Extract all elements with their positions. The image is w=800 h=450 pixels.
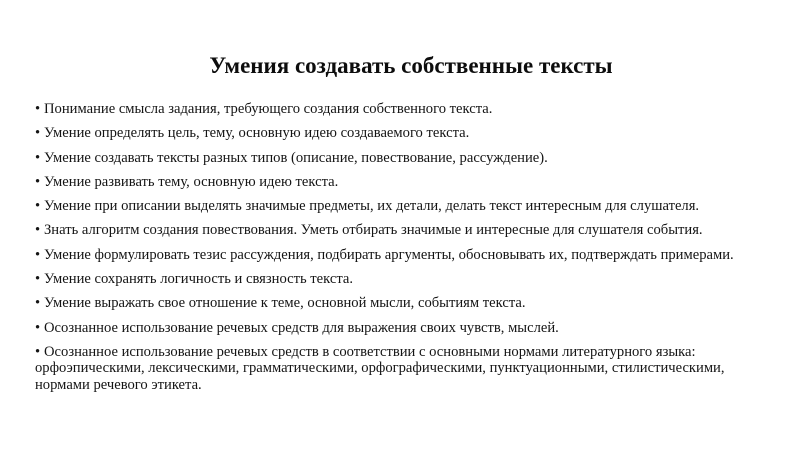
bullet-icon: •	[35, 246, 41, 263]
list-item	[35, 247, 785, 264]
slide-title: Умения создавать собственные тексты	[209, 53, 613, 78]
bullet-icon: •	[35, 173, 41, 190]
list-item-text: Осознанное использование речевых средств для выражения своих чувств, мыслей.	[44, 319, 559, 336]
list-item-line	[35, 344, 785, 361]
bullet-icon: •	[35, 319, 41, 336]
list-item-text: Осознанное использование речевых средств в соответствии с основными нормами литературного языка:	[44, 343, 696, 360]
list-item-line: орфоэпическими, лексическими, грамматическими, орфографическими, пунктуационными, стилистическими,	[35, 360, 725, 377]
list-item	[35, 174, 785, 191]
list-item-text: Знать алгоритм создания повествования. Уметь отбирать значимые и интересные для слушателя события.	[44, 222, 703, 239]
list-item	[35, 271, 785, 288]
list-item-text: Умение формулировать тезис рассуждения, подбирать аргументы, обосновывать их, подтверждать примерами.	[44, 246, 734, 263]
list-item-text: Понимание смысла задания, требующего создания собственного текста.	[44, 101, 493, 117]
list-item	[35, 150, 785, 167]
list-item-text: Умение создавать тексты разных типов (описание, повествование, рассуждение).	[44, 149, 548, 166]
list-item	[35, 125, 785, 142]
bullet-icon: •	[35, 101, 41, 117]
bullet-icon: •	[35, 149, 41, 166]
list-item	[35, 344, 785, 394]
list-item-text: Умение определять цель, тему, основную идею создаваемого текста.	[44, 125, 470, 142]
list-item	[35, 222, 785, 239]
list-item-line: нормами речевого этикета.	[35, 376, 202, 393]
list-item-text: Умение выражать свое отношение к теме, основной мысли, событиям текста.	[44, 295, 526, 312]
skills-list	[35, 101, 785, 401]
list-item	[35, 320, 785, 337]
bullet-icon: •	[35, 271, 41, 288]
list-item-text: Умение при описании выделять значимые предметы, их детали, делать текст интересным для слушателя.	[44, 198, 700, 215]
bullet-icon: •	[35, 222, 41, 239]
bullet-icon: •	[35, 125, 41, 142]
list-item-text: Умение развивать тему, основную идею текста.	[44, 173, 339, 190]
bullet-icon: •	[35, 295, 41, 312]
list-item	[35, 101, 785, 118]
list-item-text: Умение сохранять логичность и связность текста.	[44, 271, 354, 288]
bullet-icon: •	[35, 343, 41, 360]
list-item	[35, 198, 785, 215]
list-item	[35, 295, 785, 312]
bullet-icon: •	[35, 198, 41, 215]
